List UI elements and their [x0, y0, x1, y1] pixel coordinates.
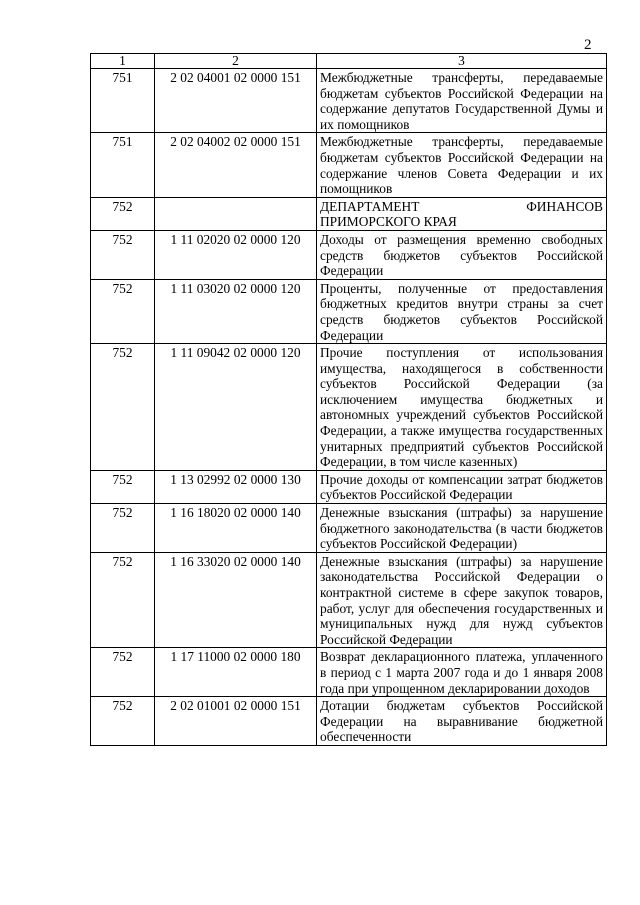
table-row: [91, 470, 607, 503]
admin-code-cell: 752: [91, 344, 155, 471]
admin-code-cell: 752: [91, 504, 155, 553]
revenue-code-cell: 1 13 02992 02 0000 130: [155, 470, 317, 503]
table-header-row: [91, 54, 607, 69]
revenue-code-cell: 2 02 01001 02 0000 151: [155, 697, 317, 746]
header-cell: 1: [91, 54, 155, 69]
revenue-code-cell: [155, 197, 317, 230]
admin-code-cell: 752: [91, 648, 155, 697]
table-row: [91, 279, 607, 343]
admin-code-cell: 751: [91, 69, 155, 133]
admin-code-cell: 752: [91, 552, 155, 648]
revenue-name-cell: Межбюджетные трансферты, передаваемые бюджетам субъектов Российской Федерации на содержание депутатов Государственной Думы и их помощников: [317, 69, 607, 133]
revenue-code-cell: 2 02 04001 02 0000 151: [155, 69, 317, 133]
revenue-code-cell: 1 11 02020 02 0000 120: [155, 230, 317, 279]
table-row: [91, 697, 607, 746]
revenue-code-cell: 1 11 03020 02 0000 120: [155, 279, 317, 343]
table-row: [91, 648, 607, 697]
revenue-name-cell: Дотации бюджетам субъектов Российской Федерации на выравнивание бюджетной обеспеченности: [317, 697, 607, 746]
table-row: [91, 504, 607, 553]
table-row: [91, 133, 607, 197]
table-row: [91, 230, 607, 279]
revenue-code-cell: 1 16 33020 02 0000 140: [155, 552, 317, 648]
table-row: [91, 552, 607, 648]
revenue-name-cell: Денежные взыскания (штрафы) за нарушение бюджетного законодательства (в части бюджетов субъектов Российской Федерации): [317, 504, 607, 553]
revenue-code-cell: 1 17 11000 02 0000 180: [155, 648, 317, 697]
revenue-name-cell: Прочие поступления от использования имущества, находящегося в собственности субъектов Российской Федерации (за исключением имущества бюджетных и автономных учреждений субъектов Российской Федерации, а также имущества государственных унитарных предприятий субъектов Российской Федерации, в том числе казенных): [317, 344, 607, 471]
admin-code-cell: 752: [91, 197, 155, 230]
admin-code-cell: 751: [91, 133, 155, 197]
admin-code-cell: 752: [91, 230, 155, 279]
header-cell: 2: [155, 54, 317, 69]
revenue-name-cell: Доходы от размещения временно свободных средств бюджетов субъектов Российской Федерации: [317, 230, 607, 279]
admin-code-cell: 752: [91, 697, 155, 746]
revenue-code-cell: 1 11 09042 02 0000 120: [155, 344, 317, 471]
header-cell: 3: [317, 54, 607, 69]
table-row: [91, 197, 607, 230]
page-number: 2: [584, 37, 592, 53]
revenue-codes-table: [90, 53, 607, 746]
revenue-code-cell: 2 02 04002 02 0000 151: [155, 133, 317, 197]
revenue-name-cell: Межбюджетные трансферты, передаваемые бюджетам субъектов Российской Федерации на содержание членов Совета Федерации и их помощников: [317, 133, 607, 197]
admin-code-cell: 752: [91, 470, 155, 503]
revenue-name-cell: Прочие доходы от компенсации затрат бюджетов субъектов Российской Федерации: [317, 470, 607, 503]
revenue-code-cell: 1 16 18020 02 0000 140: [155, 504, 317, 553]
table-row: [91, 344, 607, 471]
revenue-name-cell: Возврат декларационного платежа, уплаченного в период с 1 марта 2007 года и до 1 января 2008 года при упрощенном декларировании доходов: [317, 648, 607, 697]
admin-code-cell: 752: [91, 279, 155, 343]
table-row: [91, 69, 607, 133]
revenue-name-cell: Денежные взыскания (штрафы) за нарушение законодательства Российской Федерации о контрактной системе в сфере закупок товаров, работ, услуг для обеспечения государственных и муниципальных нужд для нужд субъектов Российской Федерации: [317, 552, 607, 648]
revenue-name-cell: ДЕПАРТАМЕНТ ФИНАНСОВ ПРИМОРСКОГО КРАЯ: [317, 197, 607, 230]
revenue-name-cell: Проценты, полученные от предоставления бюджетных кредитов внутри страны за счет средств бюджетов субъектов Российской Федерации: [317, 279, 607, 343]
